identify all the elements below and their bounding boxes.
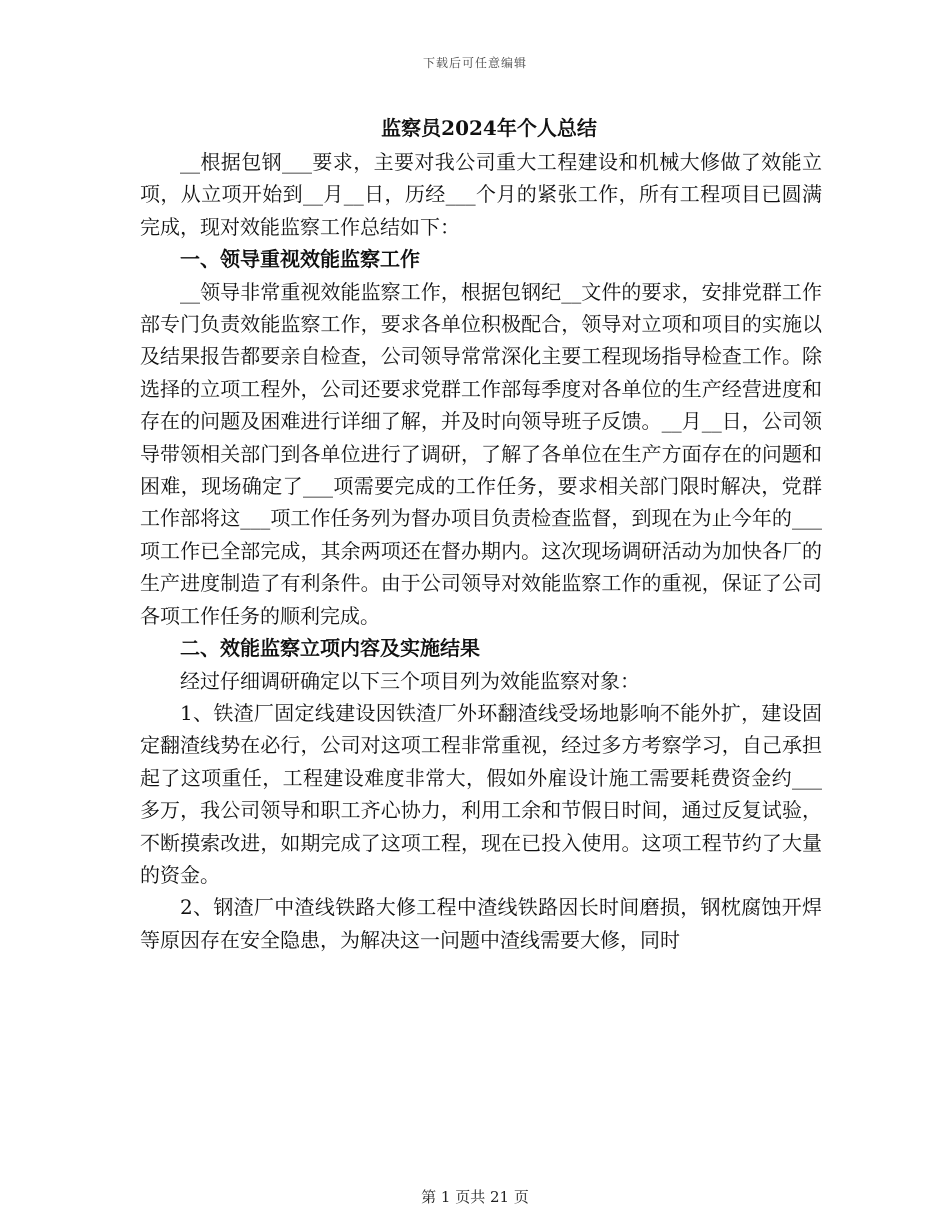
document-title: 监察员2024年个人总结 (381, 116, 597, 140)
section-heading-1: 一、领导重视效能监察工作 (180, 247, 420, 272)
project-2-paragraph: 2、钢渣厂中渣线铁路大修工程中渣线铁路因长时间磨损，钢枕腐蚀开焊等原因存在安全隐患，为解决这一问题中渣线需要大修，同时 (140, 895, 822, 952)
document-body (140, 110, 822, 956)
header-note: 下载后可任意编辑 (422, 56, 527, 70)
section-1-paragraph: __领导非常重视效能监察工作，根据包钢纪__文件的要求，安排党群工作部专门负责效能监察工作，要求各单位积极配合，领导对立项和项目的实施以及结果报告都要亲自检查，公司领导常常深化主要工程现场指导检查工作。除选择的立项工程外，公司还要求党群工作部每季度对各单位的生产经营进度和存在的问题及困难进行详细了解，并及时向领导班子反馈。__月__日，公司领导带领相关部门到各单位进行了调研，了解了各单位在生产方面存在的问题和困难，现场确定了___项需要完成的工作任务，要求相关部门限时解决，党群工作部将这___项工作任务列为督办项目负责检查监督，到现在为止今年的___项工作已全部完成，其余两项还在督办期内。这次现场调研活动为加快各厂的生产进度制造了有利条件。由于公司领导对效能监察工作的重视，保证了公司各项工作任务的顺利完成。 (140, 279, 822, 628)
project-1-paragraph: 1、铁渣厂固定线建设因铁渣厂外环翻渣线受场地影响不能外扩，建设固定翻渣线势在必行，公司对这项工程非常重视，经过多方考察学习，自己承担起了这项重任，工程建设难度非常大，假如外雇设计施工需要耗费资金约___多万，我公司领导和职工齐心协力，利用工余和节假日时间，通过反复试验，不断摸索改进，如期完成了这项工程，现在已投入使用。这项工程节约了大量的资金。 (140, 700, 822, 887)
intro-paragraph: __根据包钢___要求，主要对我公司重大工程建设和机械大修做了效能立项，从立项开始到__月__日，历经___个月的紧张工作，所有工程项目已圆满完成，现对效能监察工作总结如下： (140, 150, 822, 239)
section-heading-2: 二、效能监察立项内容及实施结果 (180, 636, 480, 661)
section-2-intro-paragraph: 经过仔细调研确定以下三个项目列为效能监察对象： (180, 668, 640, 693)
page-footer: 第 1 页共 21 页 (421, 1188, 529, 1206)
